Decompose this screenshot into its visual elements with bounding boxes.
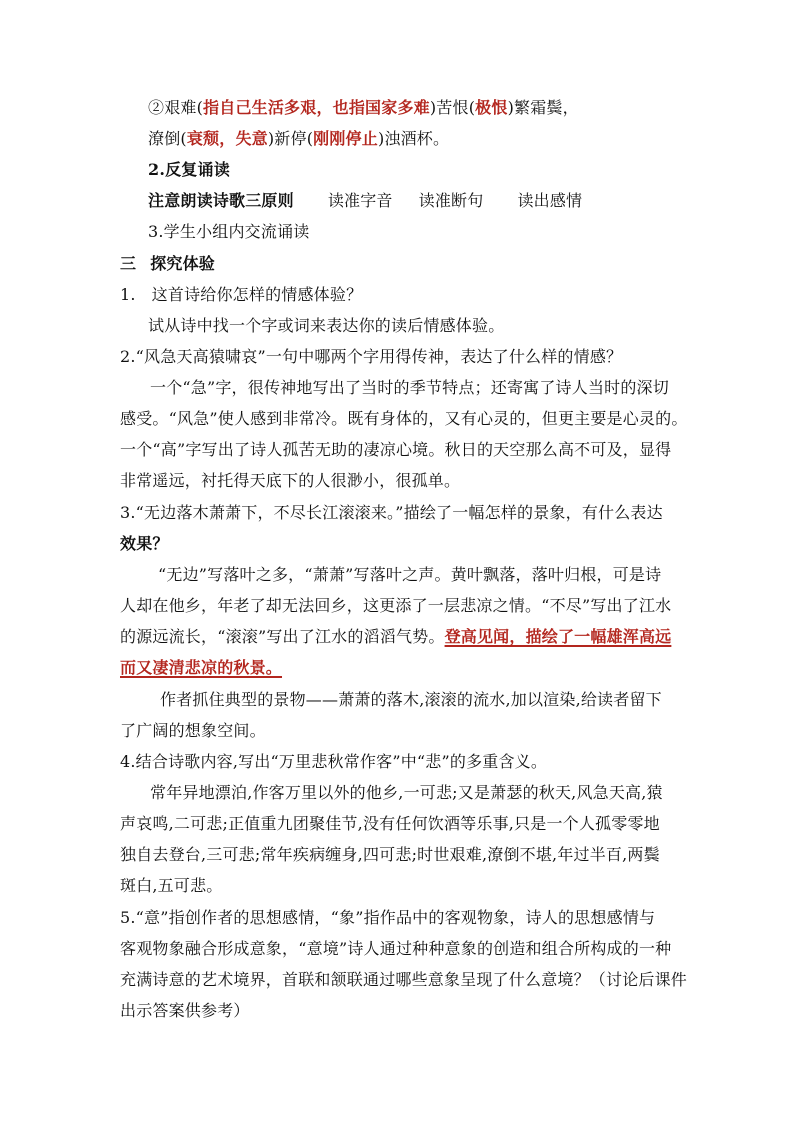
question-text: 这首诗给你怎样的情感体验？ xyxy=(151,285,363,304)
notes-line-2 xyxy=(148,128,449,150)
text: )苦恨( xyxy=(429,98,476,117)
answer-4-line-1: 常年异地漂泊,作客万里以外的他乡,一可悲;又是萧瑟的秋天,风急天高,猿 xyxy=(150,783,663,802)
answer-2-line-2: 感受。“风急”使人感到非常冷。既有身体的，又有心灵的，但更主要是心灵的。 xyxy=(120,409,688,428)
principle-1: 读准字音 xyxy=(327,191,393,210)
text: )浊酒杯。 xyxy=(377,129,450,148)
question-5-line-4: 出示答案供参考） xyxy=(120,1001,250,1020)
text: 的源远流长，“滚滚”写出了江水的滔滔气势。 xyxy=(120,627,445,646)
question-number: 1. xyxy=(120,285,136,304)
answer-4-line-2: 声哀鸣,二可悲;正值重九团聚佳节,没有任何饮酒等乐事,只是一个人孤零零地 xyxy=(120,814,660,833)
item-3: 3.学生小组内交流诵读 xyxy=(148,222,310,241)
answer-3-line-4 xyxy=(120,657,282,679)
section-number: 三 xyxy=(120,254,137,273)
annotation: 衰颓，失意 xyxy=(186,129,268,148)
notes-line-1 xyxy=(148,97,579,119)
answer-3-line-1: “无边”写落叶之多，“萧萧”写落叶之声。黄叶飘落，落叶归根，可是诗 xyxy=(158,565,662,584)
question-5-line-1: 5.“意”指创作者的思想感情，“象”指作品中的客观物象，诗人的思想感情与 xyxy=(120,908,656,927)
answer-2-line-3: 一个“高”字写出了诗人孤苦无助的凄凉心境。秋日的天空那么高不可及，显得 xyxy=(120,440,672,459)
highlighted-answer: 而又凄清悲凉的秋景。 xyxy=(120,658,283,677)
text: )繁霜鬓， xyxy=(507,98,579,117)
question-4: 4.结合诗歌内容,写出“万里悲秋常作客”中“悲”的多重含义。 xyxy=(120,752,548,771)
principle-2: 读准断句 xyxy=(418,191,484,210)
principle-label: 注意朗读诗歌三原则 xyxy=(148,191,294,210)
annotation: 指自己生活多艰，也指国家多难 xyxy=(203,98,430,117)
question-3-line-2: 效果？ xyxy=(120,534,169,553)
answer-2-line-1: 一个“急”字，很传神地写出了当时的季节特点；还寄寓了诗人当时的深切 xyxy=(150,378,669,397)
text: ②艰难( xyxy=(148,98,204,117)
question-1 xyxy=(120,284,362,306)
text: 潦倒( xyxy=(148,129,187,148)
answer-4-line-4: 斑白,五可悲。 xyxy=(120,876,223,895)
annotation: 极恨 xyxy=(475,98,508,117)
question-5-line-2: 客观物象融合形成意象，“意境”诗人通过种种意象的创造和组合所构成的一种 xyxy=(120,939,672,958)
question-3-line-1: 3.“无边落木萧萧下，不尽长江滚滚来。”描绘了一幅怎样的景象，有什么表达 xyxy=(120,503,663,522)
reading-principles xyxy=(148,190,582,212)
answer-3-line-2: 人却在他乡，年老了却无法回乡，这更添了一层悲凉之情。“不尽”写出了江水 xyxy=(120,596,672,615)
annotation: 刚刚停止 xyxy=(313,129,378,148)
section-title: 探究体验 xyxy=(150,254,216,273)
question-1-sub: 试从诗中找一个字或词来表达你的读后情感体验。 xyxy=(148,316,505,335)
highlighted-answer: 登高见闻，描绘了一幅雄浑高远 xyxy=(444,627,672,646)
principle-3: 读出感情 xyxy=(517,191,583,210)
answer-4-line-3: 独自去登台,三可悲;常年疾病缠身,四可悲;时世艰难,潦倒不堪,年过半百,两鬓 xyxy=(120,845,660,864)
answer-3-line-6: 了广阔的想象空间。 xyxy=(120,721,266,740)
question-5-line-3: 充满诗意的艺术境界，首联和颔联通过哪些意象呈现了什么意境？（讨论后课件 xyxy=(120,970,688,989)
answer-2-line-4: 非常遥远，衬托得天底下的人很渺小，很孤单。 xyxy=(120,471,461,490)
section-3-heading xyxy=(120,253,215,275)
item-2-heading: 2.反复诵读 xyxy=(148,160,230,179)
answer-3-line-5: 作者抓住典型的景物——萧萧的落木,滚滚的流水,加以渲染,给读者留下 xyxy=(160,690,662,709)
answer-3-line-3 xyxy=(120,626,671,648)
question-2: 2.“风急天高猿啸哀”一句中哪两个字用得传神，表达了什么样的情感？ xyxy=(120,347,623,366)
text: )新停( xyxy=(267,129,314,148)
